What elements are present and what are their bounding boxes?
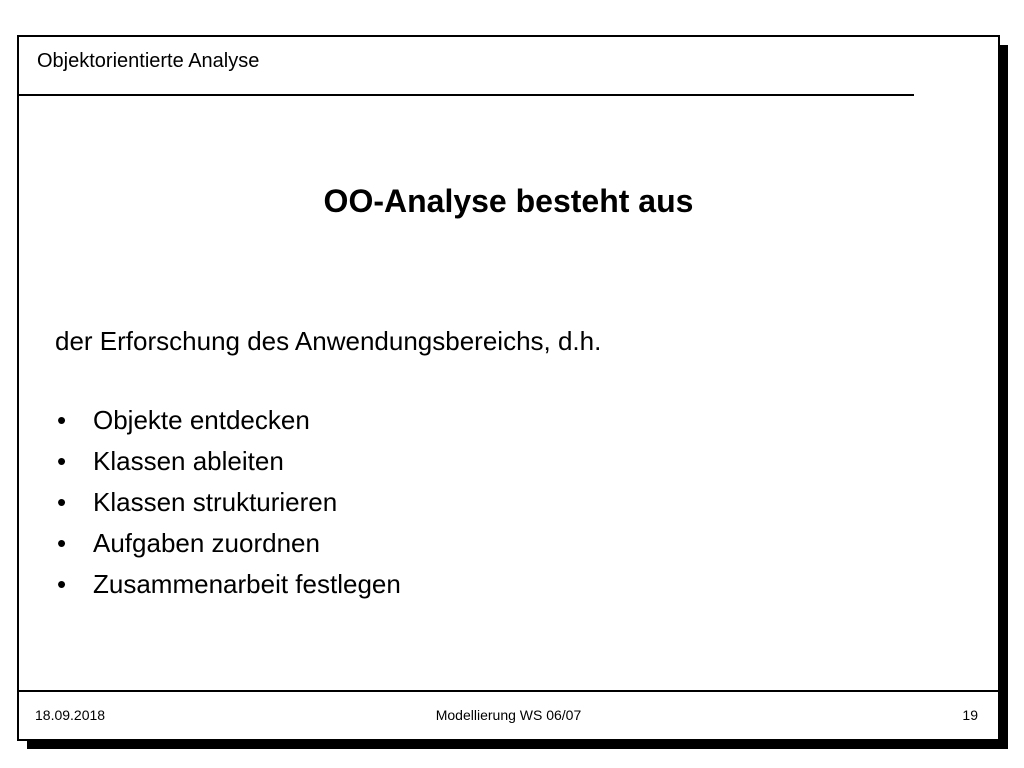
header-title: Objektorientierte Analyse xyxy=(37,50,260,72)
list-item xyxy=(55,569,401,610)
bullet-list xyxy=(55,405,401,610)
header-divider xyxy=(19,94,914,96)
list-item xyxy=(55,487,401,528)
list-item-text: Aufgaben zuordnen xyxy=(93,528,320,558)
intro-text: der Erforschung des Anwendungsbereichs, d.h. xyxy=(55,326,602,356)
footer-date: 18.09.2018 xyxy=(35,707,106,723)
bullet-icon: • xyxy=(57,446,67,476)
bullet-icon: • xyxy=(57,405,67,435)
list-item-text: Objekte entdecken xyxy=(93,405,310,435)
list-item-text: Klassen ableiten xyxy=(93,446,284,476)
list-item-text: Zusammenarbeit festlegen xyxy=(93,569,401,599)
list-item xyxy=(55,446,401,487)
list-item xyxy=(55,405,401,446)
footer-divider xyxy=(19,690,998,692)
bullet-icon: • xyxy=(57,528,67,558)
list-item-text: Klassen strukturieren xyxy=(93,487,338,517)
bullet-icon: • xyxy=(57,569,67,599)
bullet-icon: • xyxy=(57,487,67,517)
slide xyxy=(17,35,1000,741)
page-number: 19 xyxy=(962,707,978,723)
list-item xyxy=(55,528,401,569)
slide-title: OO-Analyse besteht aus xyxy=(323,183,694,219)
footer-course: Modellierung WS 06/07 xyxy=(435,707,582,723)
